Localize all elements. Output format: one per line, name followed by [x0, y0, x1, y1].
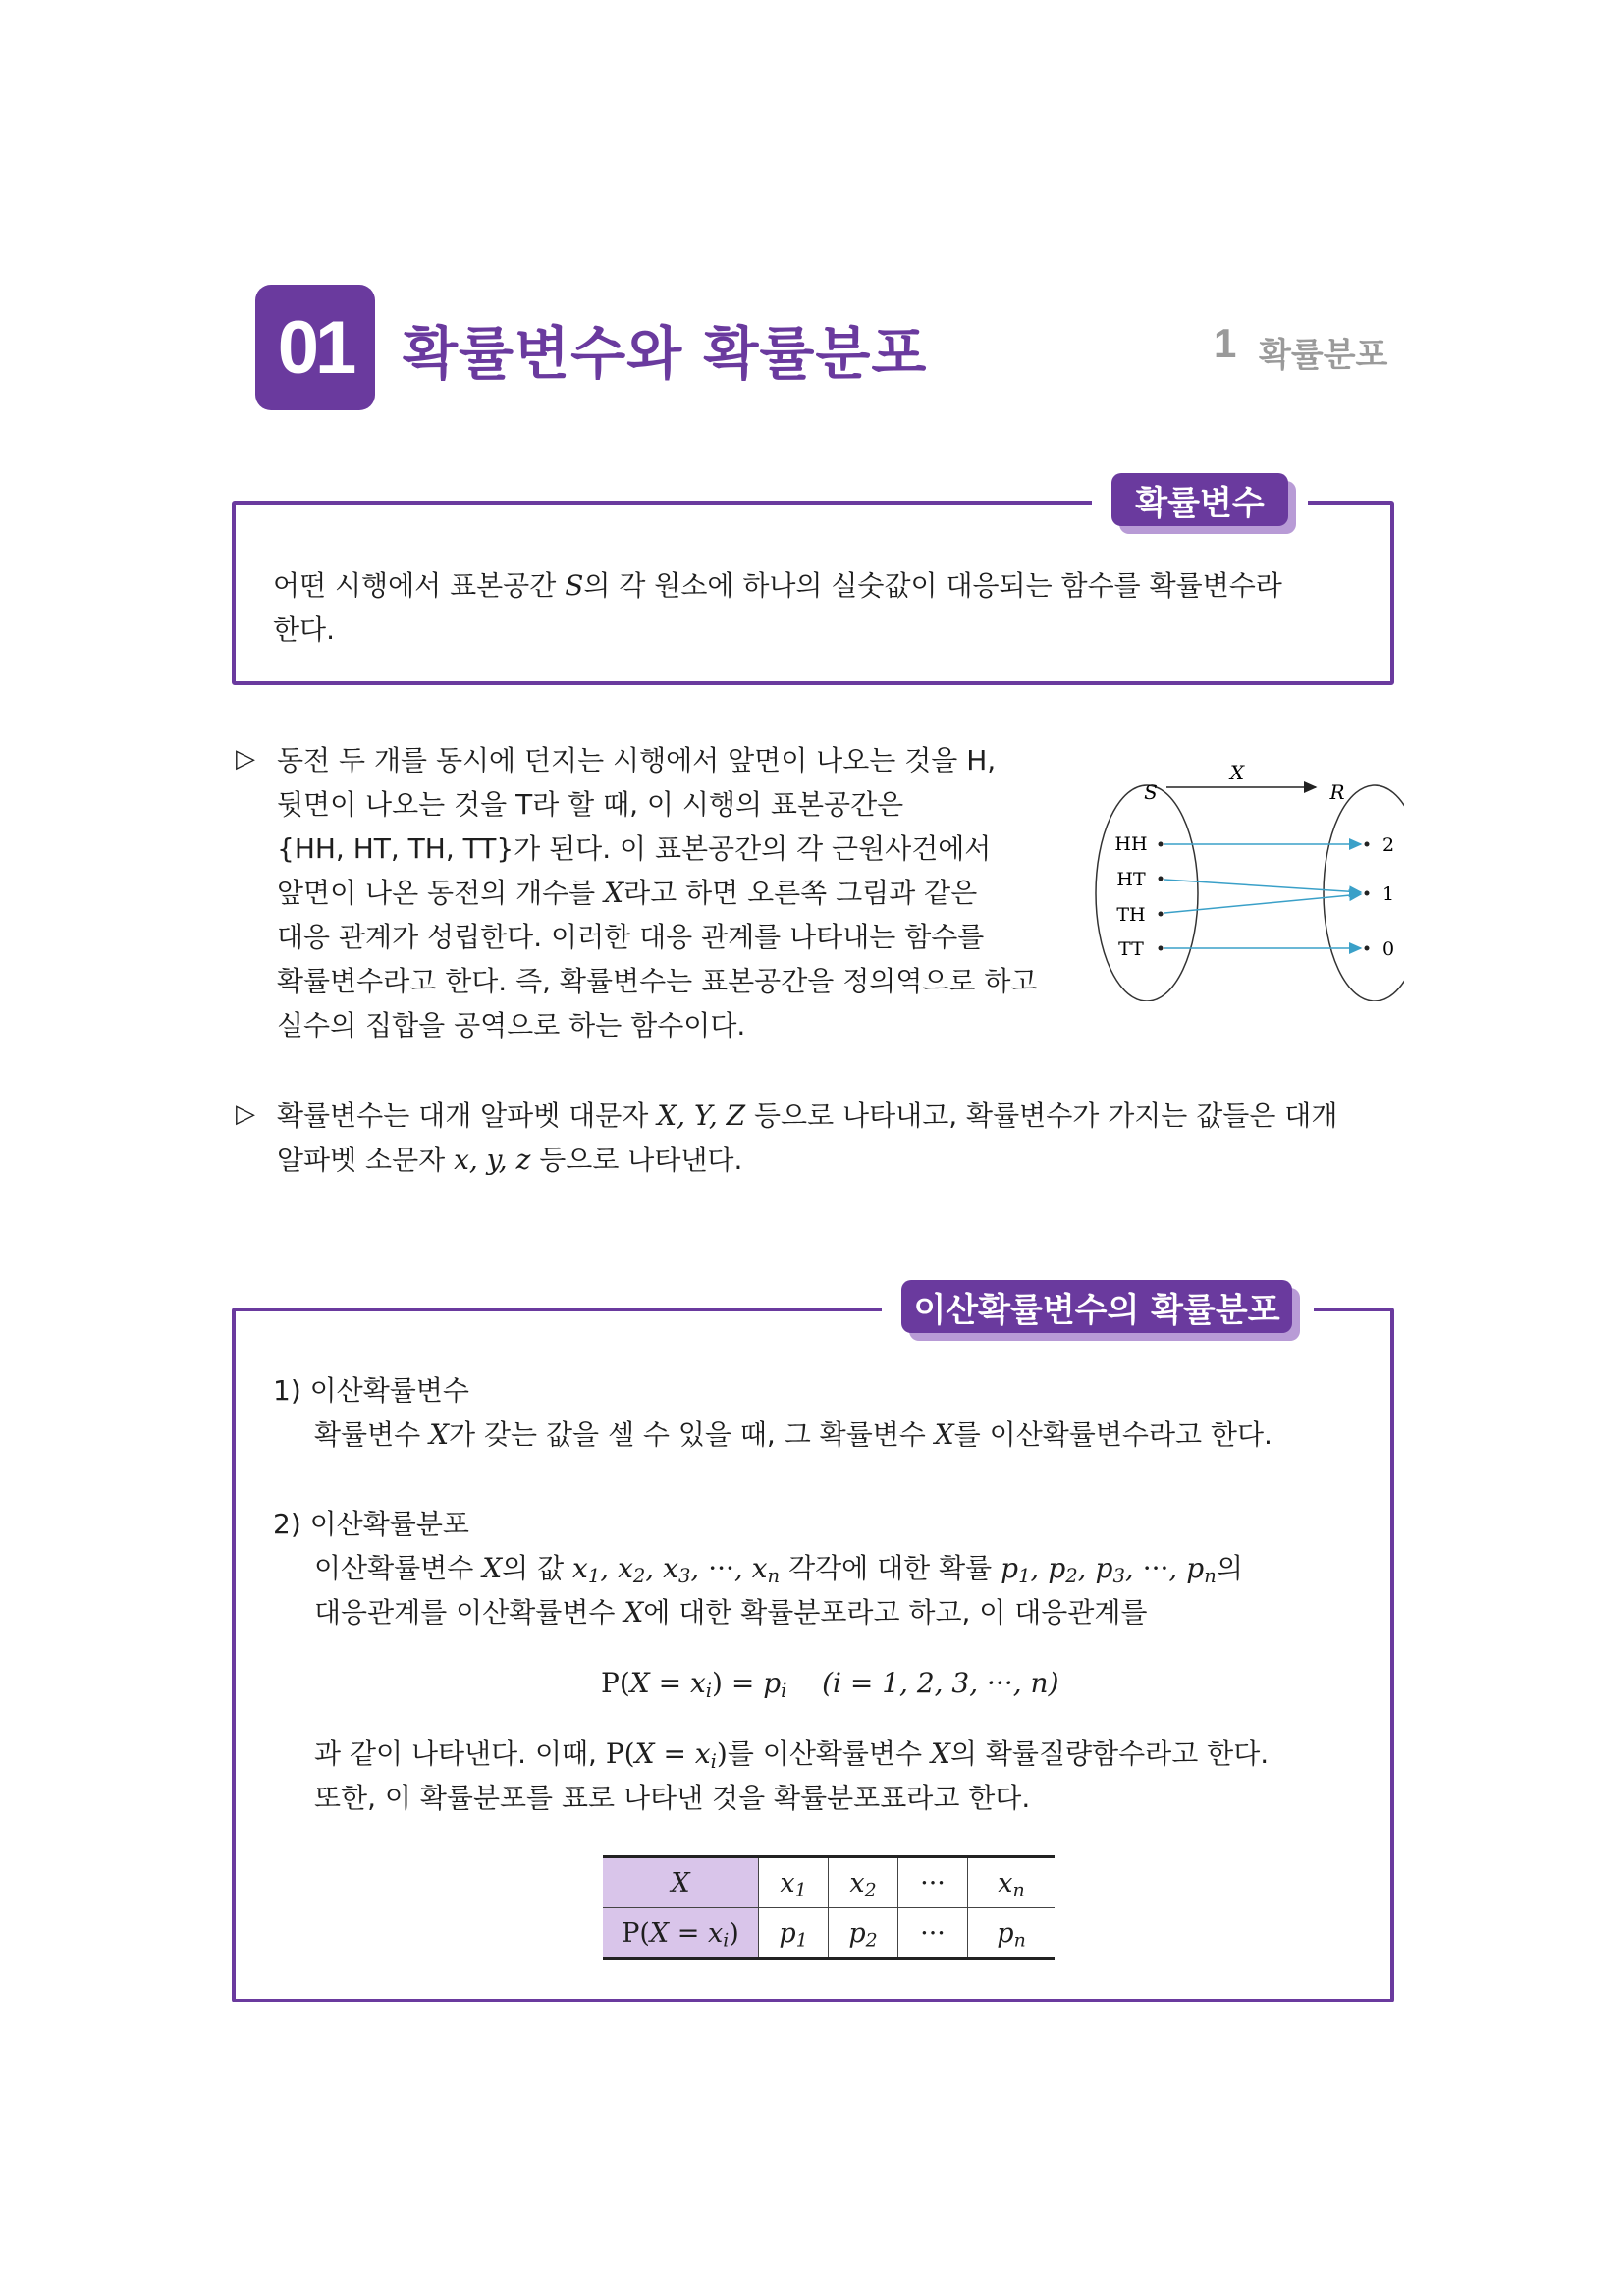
bullet1-line5: 대응 관계가 성립한다. 이러한 대응 관계를 나타내는 함수를 [277, 921, 985, 953]
domain-item-tt: TT [1118, 938, 1144, 960]
random-variable-mapping-diagram [1080, 756, 1404, 1001]
table-row-probabilities [603, 1908, 1055, 1959]
bullet2-line2: 알파벳 소문자 x, y, z 등으로 나타낸다. [277, 1144, 743, 1176]
section-number: 1 [1214, 320, 1237, 366]
table-cell-ellipsis: ··· [898, 1908, 968, 1959]
bullet1-line4: 앞면이 나온 동전의 개수를 X라고 하면 오른쪽 그림과 같은 [277, 877, 978, 909]
pmf-formula: $P(X = x_i) = p_i$ (i = 1, 2, 3, ···, n) [601, 1667, 1059, 1702]
chapter-title: 확률변수와 확률분포 [403, 320, 928, 387]
table-cell: $p_2$ [829, 1908, 898, 1959]
domain-label: S [1144, 780, 1158, 804]
codomain-label: R [1329, 780, 1345, 804]
map-arrow-th [1164, 894, 1361, 913]
table-row-values [603, 1857, 1055, 1908]
table-cell: $p_n$ [968, 1908, 1056, 1959]
item2-title: 2) 이산확률분포 [273, 1508, 469, 1540]
table-cell-ellipsis: ··· [898, 1857, 968, 1908]
definition-text-line1: 어떤 시행에서 표본공간 S의 각 원소에 하나의 실숫값이 대응되는 함수를 확률변수라 [273, 569, 1282, 602]
bullet1-line6: 확률변수라고 한다. 즉, 확률변수는 표본공간을 정의역으로 하고 [277, 965, 1038, 997]
box-tag-random-variable: 확률변수 [1111, 473, 1288, 526]
bullet1-line7: 실수의 집합을 공역으로 하는 함수이다. [277, 1009, 746, 1041]
bullet1-line1: 동전 두 개를 동시에 던지는 시행에서 앞면이 나오는 것을 H, [277, 744, 997, 776]
table-header-probability: $P(X = x_i)$ [603, 1908, 759, 1959]
bullet2-line1: 확률변수는 대개 알파벳 대문자 X, Y, Z 등으로 나타내고, 확률변수가 가지는 값들은 대개 [277, 1099, 1338, 1132]
item2-line1: 이산확률변수 X의 값 $x_1$, $x_2$, $x_3$, ···, $x_n$ 각각에 대한 확률 $p_1$, $p_2$, $p_3$, ···, $p_n$의 [314, 1552, 1243, 1587]
codomain-item-1: 1 [1382, 883, 1395, 905]
codomain-item-2: 2 [1382, 834, 1395, 856]
table-cell: $x_1$ [759, 1857, 829, 1908]
probability-distribution-table [603, 1855, 1055, 1960]
map-arrow-ht [1164, 880, 1361, 892]
item1-title: 1) 이산확률변수 [273, 1374, 469, 1407]
table-cell: $x_2$ [829, 1857, 898, 1908]
table-header-x: X [603, 1857, 759, 1908]
item2-line4: 또한, 이 확률분포를 표로 나타낸 것을 확률분포표라고 한다. [314, 1782, 1031, 1814]
box-tag-discrete-distribution: 이산확률변수의 확률분포 [901, 1280, 1292, 1333]
section-title: 확률분포 [1259, 336, 1388, 375]
item1-text: 확률변수 X가 갖는 값을 셀 수 있을 때, 그 확률변수 X를 이산확률변수라고 한다. [314, 1418, 1272, 1451]
item2-line3: 과 같이 나타낸다. 이때, $P(X = x_i)$를 이산확률변수 X의 확률질량함수라고 한다. [314, 1737, 1270, 1773]
bullet1-line2: 뒷면이 나오는 것을 T라 할 때, 이 시행의 표본공간은 [277, 788, 904, 821]
bullet-marker: ▷ [236, 744, 255, 774]
function-label: X [1229, 761, 1245, 784]
bullet1-line3: {HH, HT, TH, TT}가 된다. 이 표본공간의 각 근원사건에서 [277, 832, 992, 865]
pmf-formula-range: (i = 1, 2, 3, ···, n) [822, 1667, 1059, 1699]
table-cell: $x_n$ [968, 1857, 1056, 1908]
domain-item-ht: HT [1116, 869, 1146, 890]
codomain-item-0: 0 [1382, 938, 1395, 960]
domain-item-th: TH [1116, 904, 1146, 926]
bullet-marker: ▷ [236, 1099, 255, 1129]
table-cell: $p_1$ [759, 1908, 829, 1959]
domain-item-hh: HH [1114, 833, 1148, 855]
definition-text-line2: 한다. [273, 614, 335, 646]
domain-set-ellipse [1096, 785, 1198, 1001]
chapter-number-badge: 01 [255, 285, 375, 410]
item2-line2: 대응관계를 이산확률변수 X에 대한 확률분포라고 하고, 이 대응관계를 [314, 1596, 1148, 1629]
